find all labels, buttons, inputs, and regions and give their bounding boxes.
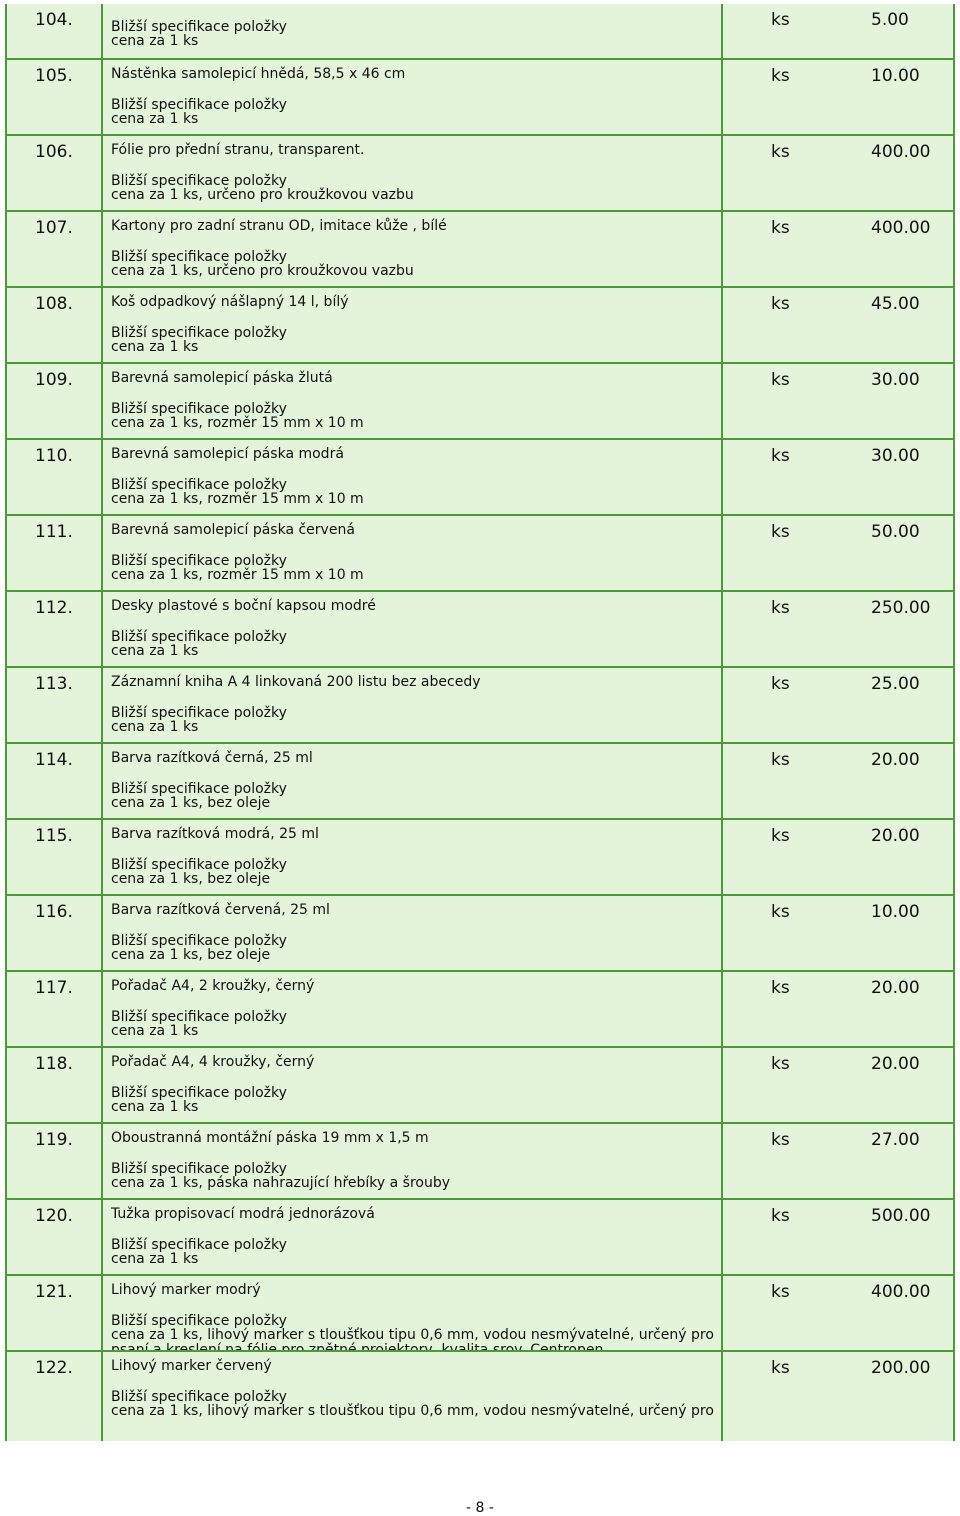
item-unit: ks	[771, 598, 790, 618]
item-quantity: 20.00	[871, 826, 920, 846]
number-cell	[7, 1124, 103, 1198]
item-name: Barevná samolepicí páska žlutá	[111, 370, 333, 386]
item-name: Barevná samolepicí páska modrá	[111, 446, 344, 462]
item-name: Tužka propisovací modrá jednorázová	[111, 1206, 375, 1222]
number-cell	[7, 212, 103, 286]
item-quantity: 10.00	[871, 66, 920, 86]
description-cell	[103, 364, 723, 438]
item-unit: ks	[771, 294, 790, 314]
table-row	[5, 1122, 955, 1198]
item-name: Barva razítková modrá, 25 ml	[111, 826, 319, 842]
number-cell	[7, 4, 103, 58]
item-spec-label: Bližší specifikace položky	[111, 553, 287, 569]
item-number: 115.	[35, 826, 73, 846]
item-quantity: 50.00	[871, 522, 920, 542]
item-number: 108.	[35, 294, 73, 314]
item-name: Pořadač A4, 2 kroužky, černý	[111, 978, 315, 994]
table-row	[5, 1046, 955, 1122]
item-name: Barevná samolepicí páska červená	[111, 522, 355, 538]
item-number: 116.	[35, 902, 73, 922]
number-cell	[7, 896, 103, 970]
number-cell	[7, 1352, 103, 1441]
item-number: 104.	[35, 10, 73, 30]
table-row	[5, 514, 955, 590]
item-name: Barva razítková červená, 25 ml	[111, 902, 330, 918]
item-name: Kartony pro zadní stranu OD, imitace kůže , bílé	[111, 218, 447, 234]
description-cell	[103, 592, 723, 666]
item-quantity: 20.00	[871, 978, 920, 998]
item-spec-label: Bližší specifikace položky	[111, 1389, 287, 1405]
item-unit: ks	[771, 218, 790, 238]
item-price-note: cena za 1 ks, bez oleje	[111, 947, 271, 963]
item-price-note: cena za 1 ks, rozměr 15 mm x 10 m	[111, 415, 364, 431]
item-number: 110.	[35, 446, 73, 466]
table-row	[5, 1350, 955, 1441]
item-unit: ks	[771, 66, 790, 86]
table-row	[5, 210, 955, 286]
item-spec-label: Bližší specifikace položky	[111, 1085, 287, 1101]
description-cell	[103, 1276, 723, 1350]
item-name: Nástěnka samolepicí hnědá, 58,5 x 46 cm	[111, 66, 406, 82]
page-number: - 8 -	[466, 1500, 494, 1516]
description-cell	[103, 288, 723, 362]
item-number: 117.	[35, 978, 73, 998]
number-cell	[7, 440, 103, 514]
item-name: Lihový marker červený	[111, 1358, 272, 1374]
description-cell	[103, 516, 723, 590]
description-cell	[103, 1124, 723, 1198]
item-unit: ks	[771, 1206, 790, 1226]
number-cell	[7, 516, 103, 590]
item-spec-label: Bližší specifikace položky	[111, 629, 287, 645]
item-quantity: 30.00	[871, 370, 920, 390]
description-cell	[103, 1352, 723, 1441]
item-spec-label: Bližší specifikace položky	[111, 1313, 287, 1329]
number-cell	[7, 592, 103, 666]
item-price-note: cena za 1 ks, lihový marker s tloušťkou tipu 0,6 mm, vodou nesmývatelné, určený pro	[111, 1327, 714, 1343]
item-unit: ks	[771, 1282, 790, 1302]
table-row	[5, 818, 955, 894]
item-number: 112.	[35, 598, 73, 618]
item-quantity: 5.00	[871, 10, 909, 30]
description-cell	[103, 972, 723, 1046]
item-price-note: cena za 1 ks	[111, 339, 199, 355]
item-number: 109.	[35, 370, 73, 390]
item-price-note: cena za 1 ks	[111, 1023, 199, 1039]
table-row	[5, 1274, 955, 1350]
item-price-note: cena za 1 ks, určeno pro kroužkovou vazbu	[111, 263, 414, 279]
item-spec-label: Bližší specifikace položky	[111, 1009, 287, 1025]
description-cell	[103, 136, 723, 210]
item-price-note: cena za 1 ks	[111, 719, 199, 735]
item-unit: ks	[771, 1130, 790, 1150]
item-quantity: 45.00	[871, 294, 920, 314]
item-price-note: cena za 1 ks	[111, 33, 199, 49]
description-cell	[103, 1048, 723, 1122]
number-cell	[7, 136, 103, 210]
description-cell	[103, 668, 723, 742]
item-spec-label: Bližší specifikace položky	[111, 477, 287, 493]
item-number: 121.	[35, 1282, 73, 1302]
item-name: Desky plastové s boční kapsou modré	[111, 598, 376, 614]
number-cell	[7, 820, 103, 894]
table-row	[5, 4, 955, 58]
table-row	[5, 742, 955, 818]
item-number: 119.	[35, 1130, 73, 1150]
item-name: Pořadač A4, 4 kroužky, černý	[111, 1054, 315, 1070]
table-row	[5, 362, 955, 438]
item-unit: ks	[771, 10, 790, 30]
table-row	[5, 666, 955, 742]
item-name: Oboustranná montážní páska 19 mm x 1,5 m	[111, 1130, 429, 1146]
item-unit: ks	[771, 750, 790, 770]
item-name: Koš odpadkový nášlapný 14 l, bílý	[111, 294, 349, 310]
item-spec-label: Bližší specifikace položky	[111, 325, 287, 341]
item-price-note: cena za 1 ks	[111, 1251, 199, 1267]
item-unit: ks	[771, 826, 790, 846]
item-price-note: cena za 1 ks	[111, 111, 199, 127]
item-quantity: 30.00	[871, 446, 920, 466]
number-cell	[7, 1048, 103, 1122]
item-number: 122.	[35, 1358, 73, 1378]
table-row	[5, 894, 955, 970]
description-cell	[103, 4, 723, 58]
item-number: 106.	[35, 142, 73, 162]
description-cell	[103, 744, 723, 818]
item-name: Barva razítková černá, 25 ml	[111, 750, 313, 766]
description-cell	[103, 60, 723, 134]
item-quantity: 20.00	[871, 750, 920, 770]
item-quantity: 400.00	[871, 218, 931, 238]
item-unit: ks	[771, 370, 790, 390]
item-table	[5, 4, 955, 1441]
item-unit: ks	[771, 902, 790, 922]
item-price-note: cena za 1 ks, bez oleje	[111, 871, 271, 887]
item-number: 114.	[35, 750, 73, 770]
item-price-note: cena za 1 ks, bez oleje	[111, 795, 271, 811]
item-price-note: cena za 1 ks	[111, 1099, 199, 1115]
item-quantity: 200.00	[871, 1358, 931, 1378]
item-name: Fólie pro přední stranu, transparent.	[111, 142, 365, 158]
description-cell	[103, 212, 723, 286]
item-price-note: cena za 1 ks	[111, 643, 199, 659]
item-unit: ks	[771, 674, 790, 694]
item-unit: ks	[771, 1054, 790, 1074]
table-row	[5, 134, 955, 210]
description-cell	[103, 1200, 723, 1274]
number-cell	[7, 364, 103, 438]
item-quantity: 20.00	[871, 1054, 920, 1074]
table-row	[5, 1198, 955, 1274]
item-quantity: 25.00	[871, 674, 920, 694]
item-number: 120.	[35, 1206, 73, 1226]
description-cell	[103, 820, 723, 894]
item-price-note: cena za 1 ks, lihový marker s tloušťkou tipu 0,6 mm, vodou nesmývatelné, určený pro	[111, 1403, 714, 1419]
item-quantity: 500.00	[871, 1206, 931, 1226]
item-spec-label: Bližší specifikace položky	[111, 857, 287, 873]
item-unit: ks	[771, 978, 790, 998]
item-unit: ks	[771, 446, 790, 466]
number-cell	[7, 1200, 103, 1274]
item-spec-label: Bližší specifikace položky	[111, 705, 287, 721]
item-spec-label: Bližší specifikace položky	[111, 933, 287, 949]
table-row	[5, 438, 955, 514]
item-quantity: 400.00	[871, 1282, 931, 1302]
item-number: 118.	[35, 1054, 73, 1074]
item-spec-label: Bližší specifikace položky	[111, 781, 287, 797]
item-name: Lihový marker modrý	[111, 1282, 261, 1298]
item-number: 107.	[35, 218, 73, 238]
number-cell	[7, 744, 103, 818]
item-price-note: cena za 1 ks, rozměr 15 mm x 10 m	[111, 491, 364, 507]
item-unit: ks	[771, 522, 790, 542]
item-spec-label: Bližší specifikace položky	[111, 249, 287, 265]
number-cell	[7, 288, 103, 362]
item-price-note: cena za 1 ks, páska nahrazující hřebíky a šrouby	[111, 1175, 451, 1191]
table-row	[5, 286, 955, 362]
item-spec-label: Bližší specifikace položky	[111, 19, 287, 35]
number-cell	[7, 668, 103, 742]
number-cell	[7, 1276, 103, 1350]
item-quantity: 250.00	[871, 598, 931, 618]
item-number: 111.	[35, 522, 73, 542]
item-spec-label: Bližší specifikace položky	[111, 173, 287, 189]
item-quantity: 10.00	[871, 902, 920, 922]
item-unit: ks	[771, 1358, 790, 1378]
table-row	[5, 590, 955, 666]
item-number: 113.	[35, 674, 73, 694]
item-number: 105.	[35, 66, 73, 86]
table-row	[5, 58, 955, 134]
item-price-note: cena za 1 ks, určeno pro kroužkovou vazbu	[111, 187, 414, 203]
number-cell	[7, 972, 103, 1046]
item-price-note: cena za 1 ks, rozměr 15 mm x 10 m	[111, 567, 364, 583]
table-row	[5, 970, 955, 1046]
item-quantity: 400.00	[871, 142, 931, 162]
item-spec-label: Bližší specifikace položky	[111, 97, 287, 113]
description-cell	[103, 896, 723, 970]
item-quantity: 27.00	[871, 1130, 920, 1150]
item-spec-label: Bližší specifikace položky	[111, 1161, 287, 1177]
item-unit: ks	[771, 142, 790, 162]
number-cell	[7, 60, 103, 134]
item-name: Záznamní kniha A 4 linkovaná 200 listu bez abecedy	[111, 674, 481, 690]
item-spec-label: Bližší specifikace položky	[111, 1237, 287, 1253]
item-spec-label: Bližší specifikace položky	[111, 401, 287, 417]
description-cell	[103, 440, 723, 514]
